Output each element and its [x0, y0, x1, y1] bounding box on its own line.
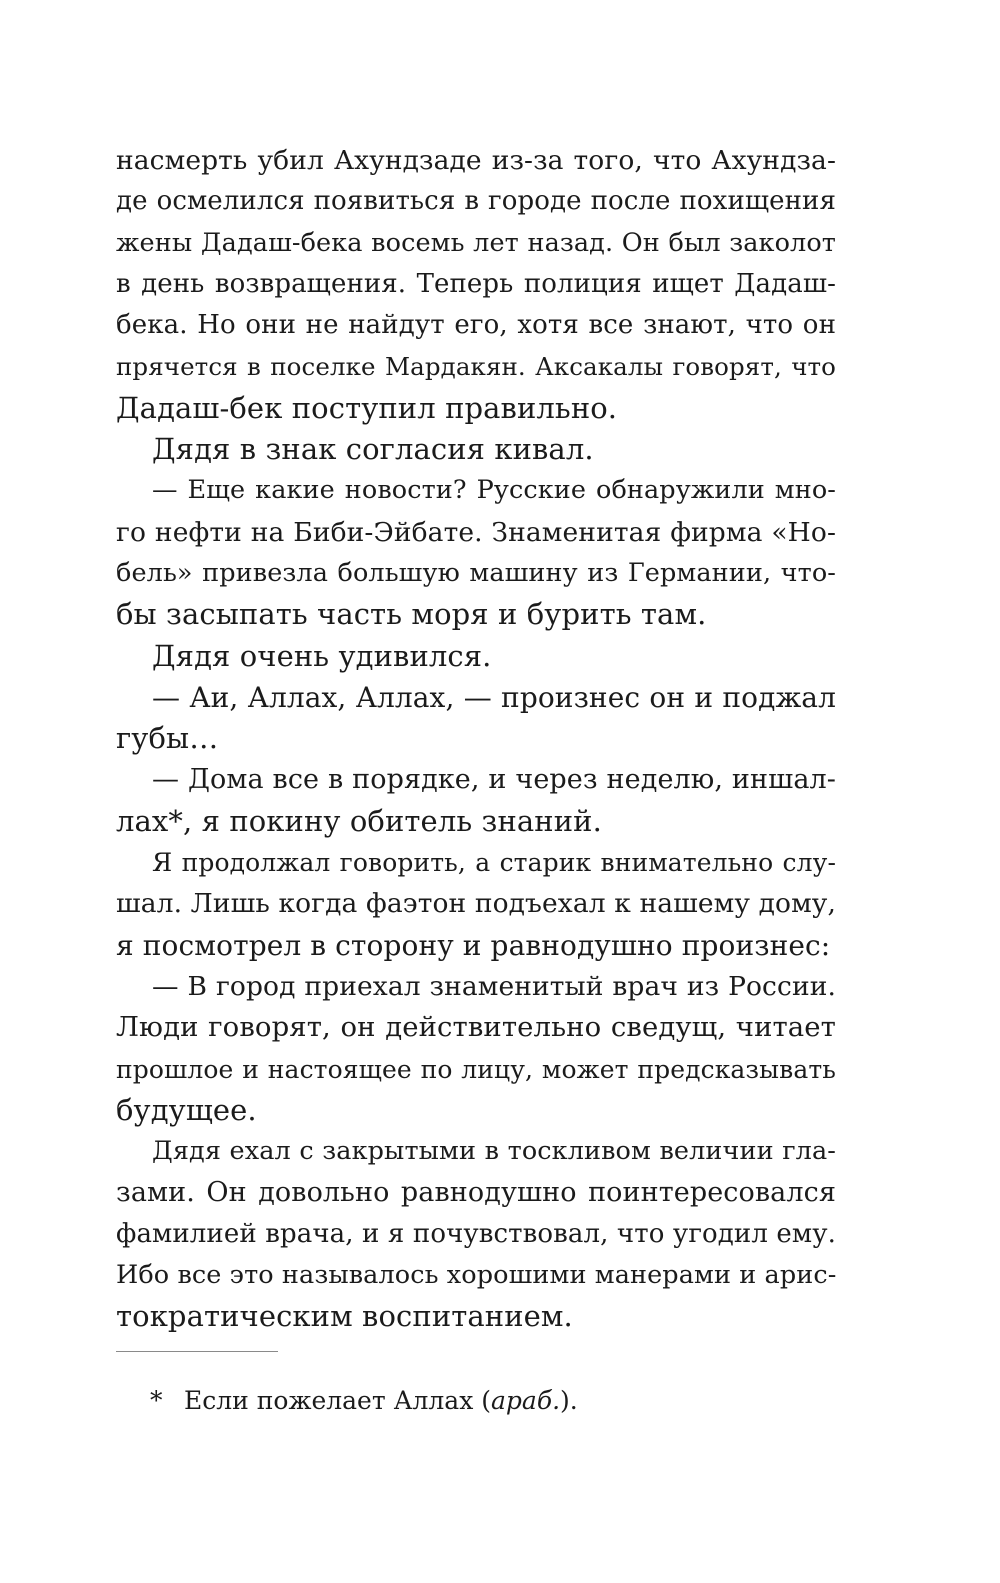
text-line: Дядя очень удивился.	[152, 638, 492, 673]
text-line: прячется в поселке Мардакян. Аксакалы говорят, что	[116, 352, 836, 382]
text-line: — Еще какие новости? Русские обнаружили мно-	[152, 475, 836, 506]
text-line: будущее.	[116, 1092, 257, 1127]
text-line: Дадаш-бек поступил правильно.	[116, 390, 618, 425]
text-line: прошлое и настоящее по лицу, может предсказывать	[116, 1054, 836, 1084]
footnote-italic: араб.	[491, 1386, 561, 1415]
text-line: я посмотрел в сторону и равнодушно произнес:	[116, 928, 831, 962]
footnote	[150, 1386, 578, 1416]
main-text	[116, 140, 836, 1338]
text-line: Я продолжал говорить, а старик внимательно слу-	[152, 848, 836, 878]
text-line: — Аи, Аллах, Аллах, — произнес он и поджал	[152, 680, 836, 714]
footnote-text: Если пожелает Аллах (	[184, 1386, 492, 1415]
text-line: Люди говорят, он действительно сведущ, читает	[116, 1011, 836, 1044]
footnote-mark: *	[150, 1386, 163, 1415]
text-line: зами. Он довольно равнодушно поинтересовался	[116, 1177, 836, 1209]
text-line: жены Дадаш-бека восемь лет назад. Он был заколот	[116, 227, 836, 258]
text-line: насмерть убил Ахундзаде из-за того, что Ахундза-	[116, 145, 836, 176]
text-line: в день возвращения. Теперь полиция ищет Дадаш-	[116, 268, 836, 299]
text-line: бы засыпать часть моря и бурить там.	[116, 597, 707, 632]
text-line: — В город приехал знаменитый врач из России.	[152, 970, 836, 1002]
text-line: лах*, я покину обитель знаний.	[116, 803, 602, 838]
text-line: тократическим воспитанием.	[116, 1299, 573, 1334]
text-line: фамилией врача, и я почувствовал, что угодил ему.	[116, 1218, 836, 1249]
text-line: — Дома все в порядке, и через неделю, иншал-	[152, 764, 836, 796]
text-line: Дядя ехал с закрытыми в тоскливом величии гла-	[152, 1136, 836, 1167]
text-line: де осмелился появиться в городе после похищения	[116, 186, 836, 217]
footnote-tail: ).	[560, 1386, 578, 1415]
text-line: Ибо все это называлось хорошими манерами и арис-	[116, 1260, 837, 1291]
text-line: го нефти на Биби-Эйбате. Знаменитая фирма «Но-	[116, 516, 836, 548]
text-line: бель» привезла большую машину из Германии, что-	[116, 557, 836, 588]
footnote-divider	[116, 1351, 278, 1352]
text-line: шал. Лишь когда фаэтон подъехал к нашему дому,	[116, 888, 836, 920]
text-line: Дядя в знак согласия кивал.	[152, 432, 594, 467]
text-line: бека. Но они не найдут его, хотя все знают, что он	[116, 310, 836, 341]
text-line: губы…	[116, 721, 219, 756]
